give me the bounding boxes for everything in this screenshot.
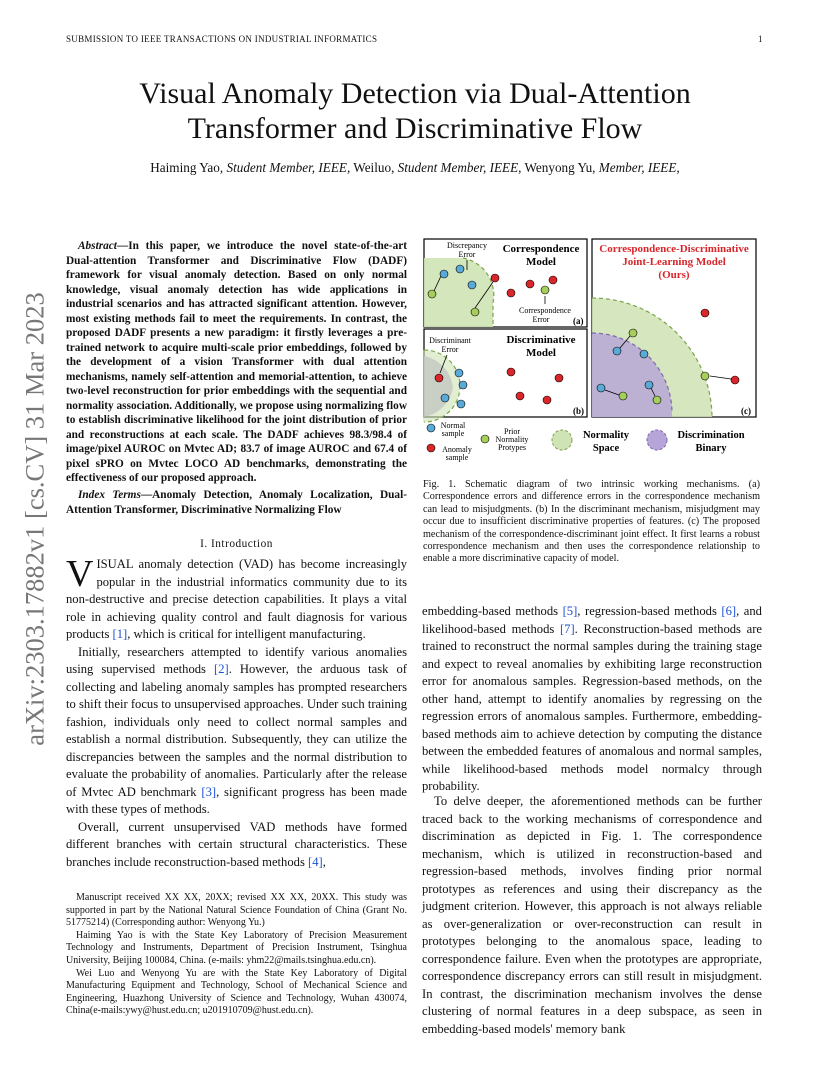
panel-b-title-1: Discriminative (506, 334, 576, 346)
panel-c-title-3: (Ours) (658, 269, 690, 281)
panel-b-title-2: Model (526, 347, 556, 359)
arxiv-watermark (10, 283, 60, 755)
citation-6[interactable]: [6] (721, 604, 737, 618)
intro-p3-end: , (322, 854, 326, 869)
abstract-label: Abstract (78, 240, 117, 252)
page-number: 1 (758, 34, 763, 44)
arxiv-id: arXiv:2303.17882v1 [cs.CV] 31 Mar 2023 (19, 292, 50, 746)
legend-anomaly-2: sample (445, 453, 469, 462)
legend-prior-1: Prior (504, 427, 520, 436)
legend-prior-2: Normality (495, 435, 529, 444)
right-column (422, 603, 762, 796)
disc-error-label-2: Error (441, 345, 459, 354)
citation-4[interactable]: [4] (308, 854, 323, 869)
anomaly-sample (555, 374, 563, 382)
author-1-role: Student Member, IEEE, (226, 160, 351, 175)
author-2: Weiluo, (350, 160, 398, 175)
author-1: Haiming Yao, (150, 160, 227, 175)
legend-prior-dot (481, 435, 489, 443)
figure-caption: Fig. 1. Schematic diagram of two intrinsic working mechanisms. (a) Correspondence errors and difference errors in the correspondence mechanism can lead to misjudgments. (b) In the discriminant mechanism, misjudgment may occur due to insufficient discriminative properties of features. (c) The proposed mechanism of the correspondence-discriminant joint effect. It first learns a robust correspondence mechanism and then uses the correspondence relationship to enable a more discriminative capacity of model. (423, 479, 760, 565)
author-3: Wenyong Yu, (521, 160, 599, 175)
prior-prototype (541, 286, 549, 294)
intro-p1-end: , which is critical for intelligent manufacturing. (127, 627, 366, 641)
intro-p2-mid: . However, the arduous task of collecting and labeling anomaly samples has prompted researchers to shift their focus to unsupervised approaches. Under such training fashion, individuals only need to collect normal samples and establish a normal distribution. Subsequently, they can utilize the discrepancies between the samples and the normal distribution to evaluate the probability of anomalies. Particularly after the release of Mvtec AD benchmark (66, 662, 407, 799)
legend-space-1: Normality (582, 430, 630, 441)
legend-prior-3: Protypes (498, 443, 526, 452)
footnote-3: Wei Luo and Wenyong Yu are with the State Key Laboratory of Digital Manufacturing Equipment and Technology, School of Mechanical Science and Engineering, Huazhong University of Science and Technology, Wuhan 430074, China(e-mails:ywy@hust.edu.cn; u201910709@hust.edu.cn). (66, 967, 407, 1017)
intro-p2-end: , significant progress has been made with these types of methods. (66, 784, 407, 816)
right-p1-text: embedding-based methods (422, 604, 563, 618)
title-line-1: Visual Anomaly Detection via Dual-Attention (139, 77, 691, 110)
drop-cap: V (66, 553, 94, 595)
legend-normal-dot (427, 424, 435, 432)
panel-c-tag: (c) (741, 406, 751, 416)
footnote-1: Manuscript received XX XX, 20XX; revised XX XX, 20XX. This study was supported in part by the National Natural Science Foundation of China (Grant No. 51775214) (Corresponding author: Wenyong Yu.) (66, 892, 407, 929)
right-paragraph-1 (422, 603, 762, 796)
citation-5[interactable]: [5] (562, 604, 578, 618)
citation-3[interactable]: [3] (201, 784, 217, 799)
legend-anomaly-1: Anomaly (442, 445, 472, 454)
anomaly-sample (549, 276, 557, 284)
index-terms (66, 488, 407, 517)
right-p1-mid: , regression-based methods (577, 604, 722, 618)
normal-sample (455, 369, 463, 377)
citation-1[interactable]: [1] (112, 627, 128, 641)
anomaly-sample (731, 376, 739, 384)
index-terms-text: —Anomaly Detection, Anomaly Localization, Dual-Attention Transformer, Discriminative Normalizing Flow (66, 489, 407, 516)
intro-paragraph-2 (66, 644, 407, 819)
right-column-2 (422, 793, 762, 1038)
prior-prototype (471, 308, 479, 316)
section-heading: I. Introduction (200, 538, 273, 550)
right-p1-mid2: , and likelihood-based methods (422, 604, 762, 636)
corr-error-label-2: Error (532, 315, 550, 324)
legend-binary-swatch (647, 430, 667, 450)
prior-prototype (619, 392, 627, 400)
intro-paragraph-1 (66, 553, 407, 644)
anomaly-sample (516, 392, 524, 400)
panel-a-title-1: Correspondence (502, 243, 580, 255)
prior-prototype (629, 329, 637, 337)
discrepancy-label-2: Error (458, 250, 476, 259)
author-3-role: Member, IEEE, (598, 160, 680, 175)
panel-a-title-2: Model (526, 256, 556, 268)
anomaly-sample (491, 274, 499, 282)
anomaly-sample (435, 374, 443, 382)
anomaly-sample (507, 289, 515, 297)
corr-error-label-1: Correspondence (519, 306, 571, 315)
author-line (60, 160, 770, 176)
abstract (66, 239, 407, 486)
legend-space-swatch (552, 430, 572, 450)
disc-error-label-1: Discriminant (429, 336, 471, 345)
anomaly-sample (543, 396, 551, 404)
prior-prototype (428, 290, 436, 298)
citation-2[interactable]: [2] (214, 662, 229, 676)
anomaly-sample (701, 309, 709, 317)
index-terms-label: Index Terms (78, 489, 141, 501)
legend-normal-1: Normal (440, 421, 466, 430)
running-header: SUBMISSION TO IEEE TRANSACTIONS ON INDUSTRIAL INFORMATICS (66, 34, 378, 44)
normal-sample (457, 400, 465, 408)
legend-space-2: Space (592, 443, 620, 454)
normal-sample (597, 384, 605, 392)
normal-sample (441, 394, 449, 402)
intro-p1-text: ISUAL anomaly detection (VAD) has become increasingly popular in the industrial informatics community due to its non-destructive and precise detection capabilities. It plays a vital role in achieving quality control and fault diagnosis for various products (66, 557, 407, 641)
panel-c-title-2: Joint-Learning Model (622, 256, 726, 268)
prior-prototype (701, 372, 709, 380)
panel-b-tag: (b) (573, 406, 584, 416)
prior-prototype (653, 396, 661, 404)
footnotes (66, 892, 407, 1018)
normal-sample (613, 347, 621, 355)
legend-anomaly-dot (427, 444, 435, 452)
figure-1 (423, 238, 758, 466)
normal-sample (440, 270, 448, 278)
citation-7[interactable]: [7] (559, 621, 575, 636)
intro-column (66, 553, 407, 871)
intro-p2-text: Initially, researchers attempted to identify various anomalies using supervised methods (66, 644, 407, 676)
anomaly-sample (507, 368, 515, 376)
normal-sample (456, 265, 464, 273)
normal-sample (640, 350, 648, 358)
anomaly-sample (526, 280, 534, 288)
title-line-2: Transformer and Discriminative Flow (187, 112, 643, 145)
legend-binary-2: Binary (695, 443, 727, 454)
discrepancy-label-1: Discrepancy (447, 241, 487, 250)
panel-c-title-1: Correspondence-Discriminative (599, 243, 749, 255)
intro-p3-text: Overall, current unsupervised VAD methods have formed different branches with certain structural characteristics. These branches include reconstruction-based methods (66, 819, 407, 869)
normal-sample (459, 381, 467, 389)
normal-sample (645, 381, 653, 389)
abstract-text: —In this paper, we introduce the novel state-of-the-art Dual-attention Transformer and Discriminative Flow (DADF) framework for visual anomaly detection. Based on only normal knowledge, visual anomaly detection has wide applications in industrial scenarios and has attracted significant attention. However, most existing methods fail to meet the requirements. In contrast, the proposed DADF presents a new paradigm: it firstly leverages a pre-trained network to acquire multi-scale prior embeddings, followed by the development of a vision Transformer with dual attention mechanisms, namely self-attention and memorial-attention, to achieve two-level reconstruction for prior embeddings with the sequential and normality association. Additionally, we propose using normalizing flow to establish discriminative likelihood for the joint distribution of prior and reconstructions at each scale. The DADF achieves 98.3/98.4 of image/pixel AUROC on Mvtec AD; 83.7 of image AUROC and 67.4 of pixel sPRO on Mvtec LOCO AD benchmarks, demonstrating the effectiveness of our proposed approach. (66, 240, 407, 484)
right-p1-end: . Reconstruction-based methods are trained to reconstruct the normal samples during the training stage and expect to reveal anomalies by exhibiting large reconstruction error for anomalous samples. Regression-based methods, on the other hand, attempt to identify anomalies by regressing on the regression errors of anomalous samples. Furthermore, embedding-based methods aim to achieve detection by computing the distance between the embedded features of anomalous and normal samples, while likelihood-based methods model normalcy through probability. (422, 621, 762, 793)
author-2-role: Student Member, IEEE, (397, 160, 522, 175)
paper-title (60, 76, 770, 146)
legend-binary-1: Discrimination (677, 430, 745, 441)
intro-paragraph-3 (66, 819, 407, 872)
panel-a-tag: (a) (573, 316, 584, 326)
right-paragraph-2: To delve deeper, the aforementioned methods can be further traced back to the working mechanisms of correspondence and discrimination as depicted in Fig. 1. The correspondence mechanism, which is utilized in reconstruction-based and regression-based methods, involves finding prior normal prototypes as references and using their discrepancy as the judgment criterion. However, this approach is not always reliable as over-generalization or over-reconstruction can result in prototypes belonging to the anomalous space, leading to correspondence failure. Even when the prototypes are appropriate, correspondence discrepancy errors can still result in misjudgment. In contrast, the discrimination mechanism involves the dense clustering of normal features in a deep subspace, as seen in embedding-based models' memory bank (422, 794, 762, 1036)
footnote-2: Haiming Yao is with the State Key Laboratory of Precision Measurement Technology and Instruments, Department of Precision Instrument, Tsinghua University, Beijing 100084, China. (e-mails: yhm22@mails.tsinghua.edu.cn). (66, 929, 407, 966)
normal-sample (468, 281, 476, 289)
legend-normal-2: sample (441, 429, 465, 438)
